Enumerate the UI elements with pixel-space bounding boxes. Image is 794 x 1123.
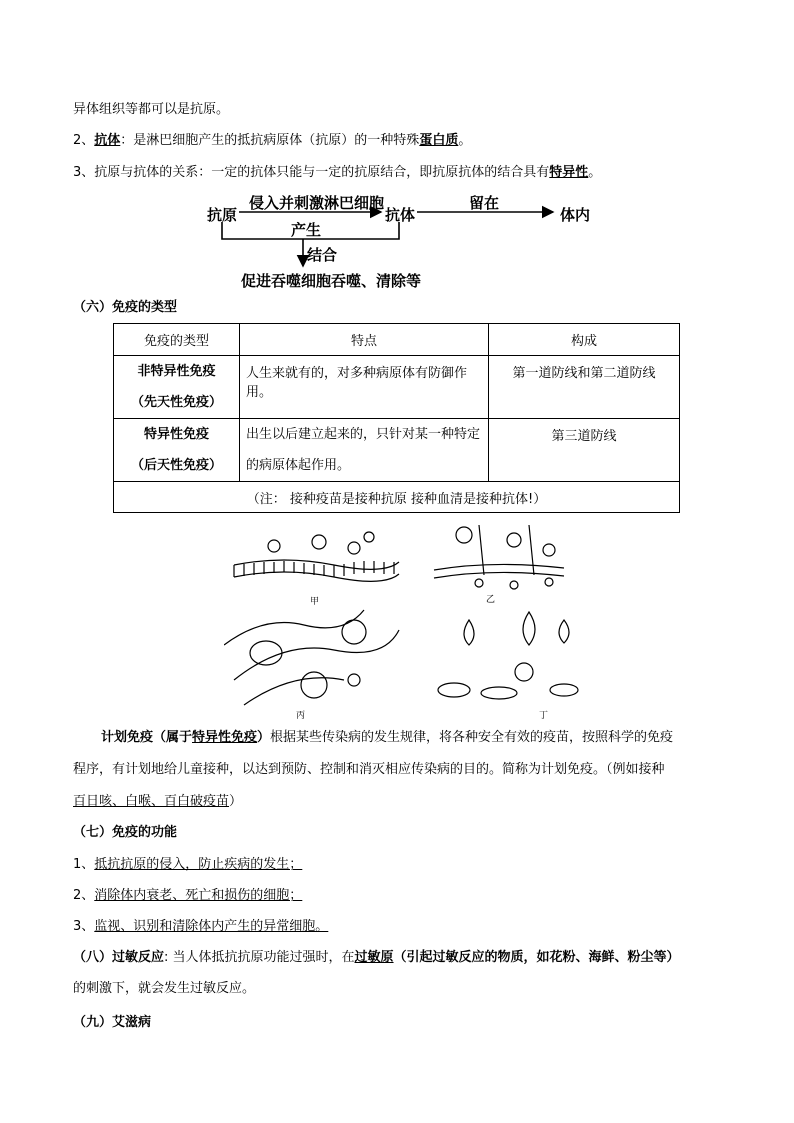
- specific-type: 特异性免疫: [143, 427, 209, 442]
- nonspecific-type-cell: [114, 356, 240, 419]
- plan-term-end: ）: [257, 730, 271, 745]
- diagram-stay-label: 留在: [469, 194, 500, 212]
- plan-line-2: 程序，有计划地给儿童接种，以达到预防、控制和消灭相应传染病的目的。简称为计划免疫。（例如接种: [73, 762, 665, 777]
- diagram-stimulate-label: 侵入并刺激淋巴细胞: [249, 194, 385, 212]
- specific-feature-cell: [240, 419, 489, 482]
- antigen-antibody-diagram: [205, 192, 605, 292]
- diagram-inside: 体内: [560, 206, 591, 224]
- section-7-title: （七）免疫的功能: [73, 825, 178, 840]
- text-antigen-end: 异体组织等都可以是抗原。: [73, 102, 230, 117]
- header-type: 免疫的类型: [114, 324, 240, 356]
- specificity-term: 特异性: [549, 165, 589, 180]
- specific-feature-line-2: 的病原体起作用。: [246, 458, 351, 473]
- table-header-row: [114, 324, 680, 356]
- specific-type-cell: [114, 419, 240, 482]
- panel-bing: [224, 610, 399, 705]
- plan-line-3: [73, 792, 242, 812]
- specific-composition: 第三道防线: [489, 419, 680, 482]
- table-row: [114, 419, 680, 482]
- function-3-text: 监视、识别和清除体内产生的异常细胞。: [94, 919, 329, 934]
- relation-text: 3、抗原与抗体的关系：一定的抗体只能与一定的抗原结合，即抗原抗体的结合具有: [73, 165, 550, 180]
- allergen-term: 过敏原: [354, 950, 394, 965]
- antibody-term: 抗体: [94, 133, 121, 148]
- vaccine-examples: 百日咳、白喉、百白破疫苗: [73, 794, 230, 809]
- function-2-number: 2、: [73, 888, 95, 903]
- section-6-title: （六）免疫的类型: [73, 300, 178, 315]
- panel-ding: [438, 612, 578, 699]
- nonspecific-feature: 人生来就有的，对多种病原体有防御作用。: [240, 356, 489, 419]
- plan-term: 计划免疫（属于: [101, 730, 193, 745]
- diagram-result: 促进吞噬细胞吞噬、清除等: [241, 272, 422, 290]
- table-row: [114, 356, 680, 419]
- label-jia: 甲: [310, 596, 320, 606]
- table-note-row: [114, 482, 680, 513]
- specific-type-sub: （后天性免疫）: [130, 458, 222, 473]
- protein-term: 蛋白质: [419, 133, 459, 148]
- allergen-examples: （引起过敏反应的物质，如花粉、海鲜、粉尘等）: [393, 950, 680, 965]
- nonspecific-type: 非特异性免疫: [137, 364, 216, 379]
- item-number: 2、: [73, 133, 95, 148]
- immunity-illustration: [224, 520, 579, 720]
- panel-jia: [234, 532, 399, 581]
- period: 。: [458, 133, 472, 148]
- plan-end: ）: [229, 794, 243, 809]
- function-1: [73, 855, 302, 875]
- antigen-antibody-relation: [73, 163, 601, 183]
- specific-feature-line-1: 出生以后建立起来的，只针对某一种特定: [246, 427, 481, 442]
- nonspecific-type-sub: （先天性免疫）: [130, 395, 222, 410]
- nonspecific-composition: 第一道防线和第二道防线: [489, 356, 680, 419]
- label-yi: 乙: [486, 594, 496, 604]
- allergy-text-1: : 当人体抵抗抗原功能过强时，在: [164, 950, 355, 965]
- label-ding: 丁: [539, 710, 549, 720]
- antibody-definition: [73, 131, 471, 151]
- function-3: [73, 917, 328, 937]
- function-1-text: 抵抗抗原的侵入，防止疾病的发生；: [94, 857, 303, 872]
- plan-specific-immunity: 特异性免疫: [192, 730, 258, 745]
- plan-text-1: 根据某些传染病的发生规律，将各种安全有效的疫苗，按照科学的免疫: [270, 730, 674, 745]
- diagram-antigen: 抗原: [207, 206, 238, 224]
- plan-line-1: [101, 728, 673, 748]
- antibody-definition-text: ：是淋巴细胞产生的抵抗病原体（抗原）的一种特殊: [120, 133, 420, 148]
- diagram-produce-label: 产生: [291, 221, 322, 239]
- section-8-line-1: [73, 948, 680, 968]
- period: 。: [588, 165, 602, 180]
- function-2-text: 消除体内衰老、死亡和损伤的细胞；: [94, 888, 303, 903]
- header-composition: 构成: [489, 324, 680, 356]
- header-feature: 特点: [240, 324, 489, 356]
- diagram-antibody: 抗体: [385, 206, 416, 224]
- immunity-types-table: [113, 323, 680, 513]
- table-note: （注： 接种疫苗是接种抗原 接种血清是接种抗体!）: [114, 482, 680, 513]
- panel-yi: [434, 525, 564, 589]
- diagram-combine-label: 结合: [307, 246, 338, 264]
- label-bing: 丙: [296, 710, 306, 720]
- function-3-number: 3、: [73, 919, 95, 934]
- section-8-title: （八）过敏反应: [73, 950, 165, 965]
- section-8-line-2: 的刺激下，就会发生过敏反应。: [73, 981, 256, 996]
- section-9-title: （九）艾滋病: [73, 1015, 152, 1030]
- function-2: [73, 886, 302, 906]
- function-1-number: 1、: [73, 857, 95, 872]
